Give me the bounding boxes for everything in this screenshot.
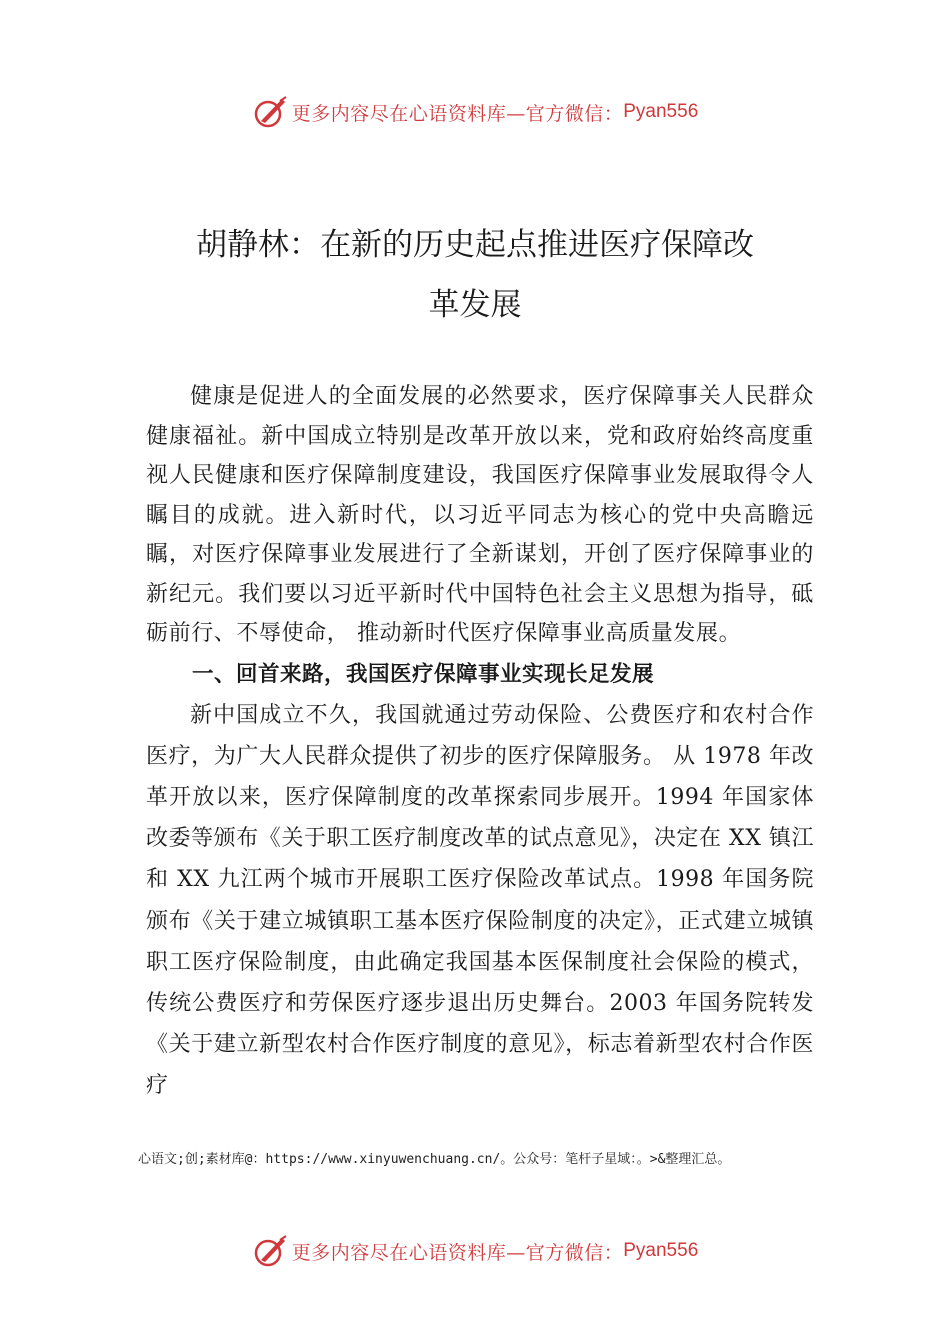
- page-title: [0, 215, 950, 335]
- intro-paragraph: 健康是促进人的全面发展的必然要求，医疗保障事关人民群众健康福祉。新中国成立特别是改革开放以来，党和政府始终高度重视人民健康和医疗保障制度建设，我国医疗保障事业发展取得令人瞩目的成就。进入新时代，以习近平同志为核心的党中央高瞻远瞩，对医疗保障事业发展进行了全新谋划，开创了医疗保障事业的新纪元。我们要以习近平新时代中国特色社会主义思想为指导，砥砺前行、不辱使命， 推动新时代医疗保障事业高质量发展。: [146, 384, 814, 646]
- section-heading: 一、回首来路，我国医疗保障事业实现长足发展: [192, 661, 655, 687]
- header-banner: [0, 92, 950, 132]
- banner-text: 更多内容尽在心语资料库—官方微信：: [291, 1241, 624, 1264]
- quill-logo-icon: [252, 1233, 288, 1269]
- title-line-2: 革发展: [428, 287, 522, 323]
- article-body: [146, 377, 814, 1107]
- footer-banner: [0, 1231, 950, 1271]
- wechat-id: Pyan556: [623, 1240, 699, 1261]
- title-line-1: 胡静林：在新的历史起点推进医疗保障改: [196, 227, 754, 263]
- quill-logo-icon: [252, 94, 288, 130]
- source-note: 心语文;创;素材库@：https://www.xinyuwenchuang.cn/。公众号：笔杆子星域：。>&整理汇总。: [138, 1152, 731, 1167]
- section-paragraph: 新中国成立不久，我国就通过劳动保险、公费医疗和农村合作医疗，为广大人民群众提供了初步的医疗保障服务。 从 1978 年改革开放以来，医疗保障制度的改革探索同步展开。1994 年国家体改委等颁布《关于职工医疗制度改革的试点意见》，决定在 XX 镇江和 XX 九江两个城市开展职工医疗保险改革试点。1998 年国务院颁布《关于建立城镇职工基本医疗保险制度的决定》，正式建立城镇职工医疗保险制度，由此确定我国基本医保制度社会保险的模式，传统公费医疗和劳保医疗逐步退出历史舞台。2003 年国务院转发《关于建立新型农村合作医疗制度的意见》，标志着新型农村合作医疗: [146, 702, 814, 1099]
- wechat-id: Pyan556: [623, 101, 699, 122]
- banner-text: 更多内容尽在心语资料库—官方微信：: [291, 102, 624, 125]
